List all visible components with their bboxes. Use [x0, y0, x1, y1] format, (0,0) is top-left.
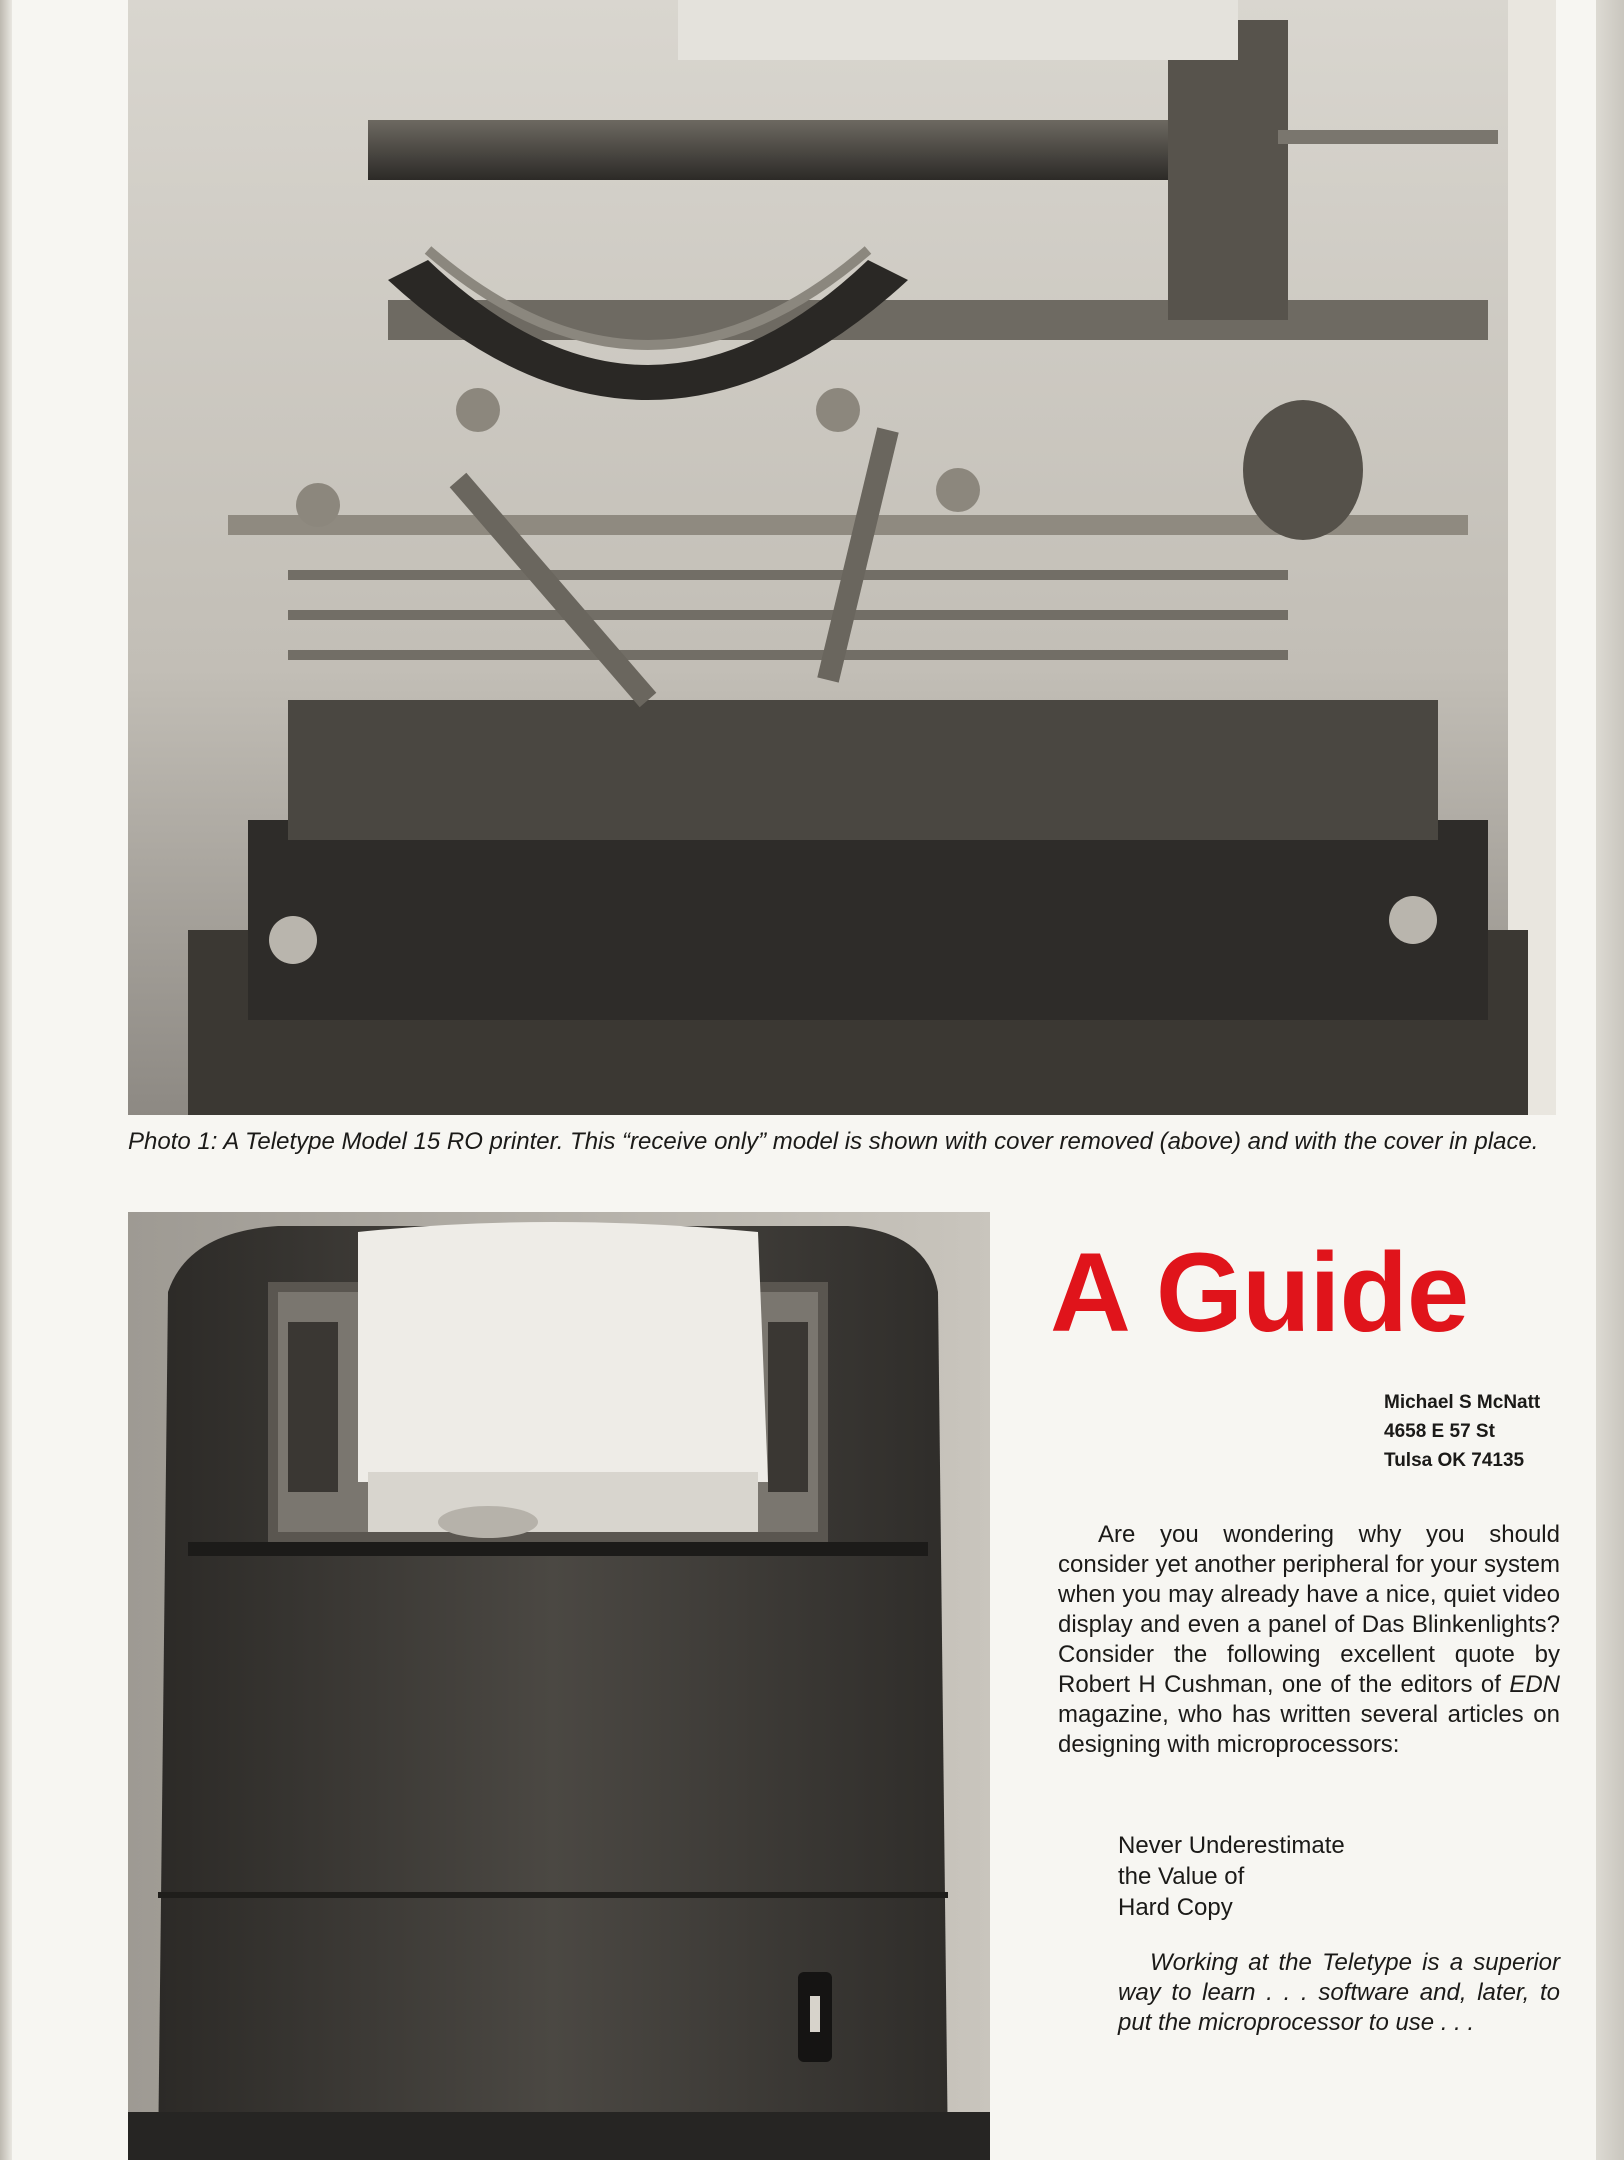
- quote-heading-line: Never Underestimate: [1118, 1832, 1345, 1859]
- caption-text: A Teletype Model 15 RO printer. This “receive only” model is shown with cover removed (above) and with the cover in place.: [223, 1128, 1539, 1155]
- intro-text-start: Are you wondering why you should consider yet another peripheral for your system when you may already have a nice, quiet video display and even a panel of Das Blinkenlights? Consider the following excellent quote by Robert H Cushman, one of the editors of: [1058, 1521, 1560, 1698]
- author-block: [1384, 1388, 1584, 1475]
- author-city: Tulsa OK 74135: [1384, 1450, 1525, 1471]
- author-name: Michael S McNatt: [1384, 1392, 1541, 1413]
- teletype-uncovered-photo: [128, 0, 1556, 1115]
- page-spine-shadow: [0, 0, 12, 2160]
- magazine-name: EDN: [1509, 1671, 1560, 1698]
- teletype-mechanism-illustration: [128, 0, 1556, 1115]
- teletype-cabinet-illustration: [128, 1212, 990, 2160]
- author-street: 4658 E 57 St: [1384, 1421, 1495, 1442]
- photo-caption: [128, 1126, 1568, 1158]
- quote-text: Working at the Teletype is a superior way to learn . . . software and, later, to put the microprocessor to use . . .: [1118, 1949, 1560, 2036]
- quote-heading-line: the Value of: [1118, 1863, 1245, 1890]
- intro-text-end: magazine, who has written several articles on designing with microprocessors:: [1058, 1701, 1560, 1758]
- caption-label: Photo 1:: [128, 1128, 218, 1155]
- page-right-edge: [1596, 0, 1624, 2160]
- intro-paragraph: [1058, 1520, 1560, 1760]
- quote-heading-line: Hard Copy: [1118, 1894, 1233, 1921]
- article-title: A Guide: [1050, 1230, 1469, 1355]
- quote-heading: [1118, 1830, 1418, 1923]
- teletype-covered-photo: [128, 1212, 990, 2160]
